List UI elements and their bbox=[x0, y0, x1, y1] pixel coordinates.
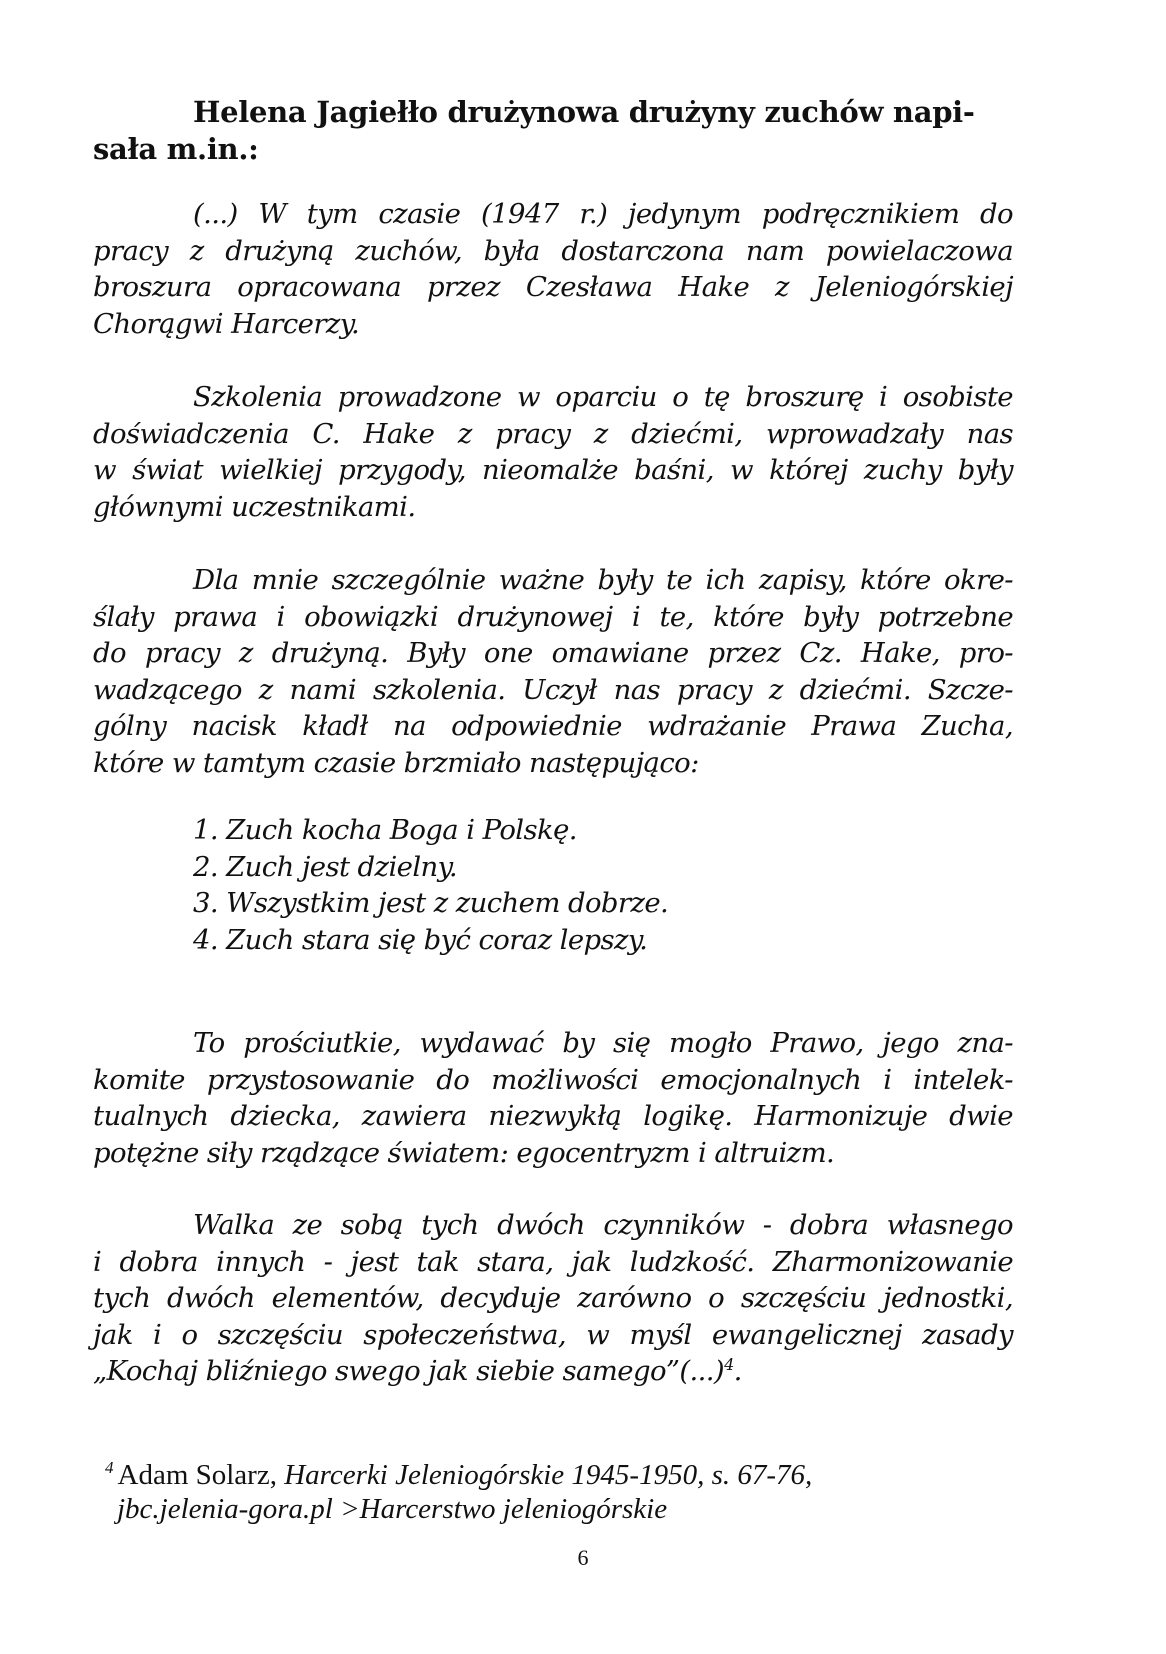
paragraph-line: tualnych dziecka, zawiera niezwykłą logikę. Harmonizuje dwie bbox=[93, 1100, 1013, 1132]
paragraph-line: Walka ze sobą tych dwóch czynników - dobra własnego bbox=[193, 1209, 1013, 1241]
paragraph-line: tych dwóch elementów, decyduje zarówno o szczęściu jednostki, bbox=[93, 1282, 1013, 1314]
footnote bbox=[105, 1458, 1025, 1526]
paragraph-line: które w tamtym czasie brzmiało następująco: bbox=[93, 746, 699, 779]
paragraph-line: Szkolenia prowadzone w oparciu o tę broszurę i osobiste bbox=[193, 381, 1013, 413]
list-item: 3. Wszystkim jest z zuchem dobrze. bbox=[193, 887, 669, 919]
quote-paragraph-4 bbox=[93, 1025, 1013, 1171]
quote-paragraph-5 bbox=[93, 1207, 1013, 1390]
paragraph-line: do pracy z drużyną. Były one omawiane przez Cz. Hake, pro- bbox=[93, 637, 1013, 669]
paragraph-line: i dobra innych - jest tak stara, jak ludzkość. Zharmonizowanie bbox=[93, 1245, 1013, 1278]
footnote-title: Harcerki Jeleniogórskie 1945-1950, s. 67-76, bbox=[284, 1459, 813, 1491]
heading-line-1: Helena Jagiełło drużynowa drużyny zuchów napi- bbox=[193, 95, 975, 129]
section-heading bbox=[93, 94, 1013, 168]
paragraph-line: To prościutkie, wydawać by się mogło Prawo, jego zna- bbox=[193, 1027, 1013, 1059]
quote-paragraph-3 bbox=[93, 562, 1013, 781]
paragraph-line: jak i o szczęściu społeczeństwa, w myśl ewangelicznej zasady bbox=[93, 1318, 1013, 1351]
footnote-mark: 4 bbox=[105, 1458, 114, 1478]
paragraph-line: potężne siły rządzące światem: egocentryzm i altruizm. bbox=[93, 1136, 835, 1169]
paragraph-line: broszura opracowana przez Czesława Hake z Jeleniogórskiej bbox=[93, 271, 1013, 303]
paragraph-line: Dla mnie szczególnie ważne były te ich zapisy, które okre- bbox=[193, 564, 1013, 596]
footnote-author: Adam Solarz, bbox=[117, 1459, 277, 1491]
paragraph-line: w świat wielkiej przygody, nieomalże baśni, w której zuchy były bbox=[93, 454, 1013, 486]
footnote-line-2 bbox=[105, 1492, 1025, 1526]
quote-paragraph-1 bbox=[93, 196, 1013, 342]
footnote-source-link[interactable]: jbc.jelenia-gora.pl >Harcerstwo jeleniogórskie bbox=[117, 1493, 668, 1525]
heading-line-2: sała m.in.: bbox=[93, 132, 259, 166]
zuch-law-list bbox=[193, 812, 668, 958]
list-item: 1. Zuch kocha Boga i Polskę. bbox=[193, 814, 577, 846]
list-item: 2. Zuch jest dzielny. bbox=[193, 850, 458, 883]
paragraph-line: Chorągwi Harcerzy. bbox=[93, 307, 360, 340]
paragraph-line: doświadczenia C. Hake z pracy z dziećmi, wprowadzały nas bbox=[93, 417, 1013, 450]
paragraph-line-last: „Kochaj bliźniego swego jak siebie samego”(...)$^4$. bbox=[93, 1354, 742, 1387]
paragraph-line: komite przystosowanie do możliwości emocjonalnych i intelek- bbox=[93, 1063, 1013, 1096]
quote-paragraph-2 bbox=[93, 379, 1013, 525]
footnote-reference[interactable]: 4 bbox=[724, 1354, 734, 1374]
footnote-line-1 bbox=[105, 1458, 1025, 1492]
list-item: 4. Zuch stara się być coraz lepszy. bbox=[193, 923, 648, 956]
paragraph-line: ślały prawa i obowiązki drużynowej i te, które były potrzebne bbox=[93, 600, 1013, 633]
page-number: 6 bbox=[577, 1545, 589, 1570]
paragraph-line: (...) W tym czasie (1947 r.) jedynym podręcznikiem do bbox=[193, 198, 1013, 230]
paragraph-line: wadzącego z nami szkolenia. Uczył nas pracy z dziećmi. Szcze- bbox=[93, 673, 1013, 706]
closing-quote-text: „Kochaj bliźniego swego jak siebie samego”(...) bbox=[93, 1355, 725, 1387]
paragraph-line: głównymi uczestnikami. bbox=[93, 490, 416, 523]
paragraph-line: gólny nacisk kładł na odpowiednie wdrażanie Prawa Zucha, bbox=[93, 710, 1013, 742]
paragraph-line: pracy z drużyną zuchów, była dostarczona nam powielaczowa bbox=[93, 234, 1013, 267]
